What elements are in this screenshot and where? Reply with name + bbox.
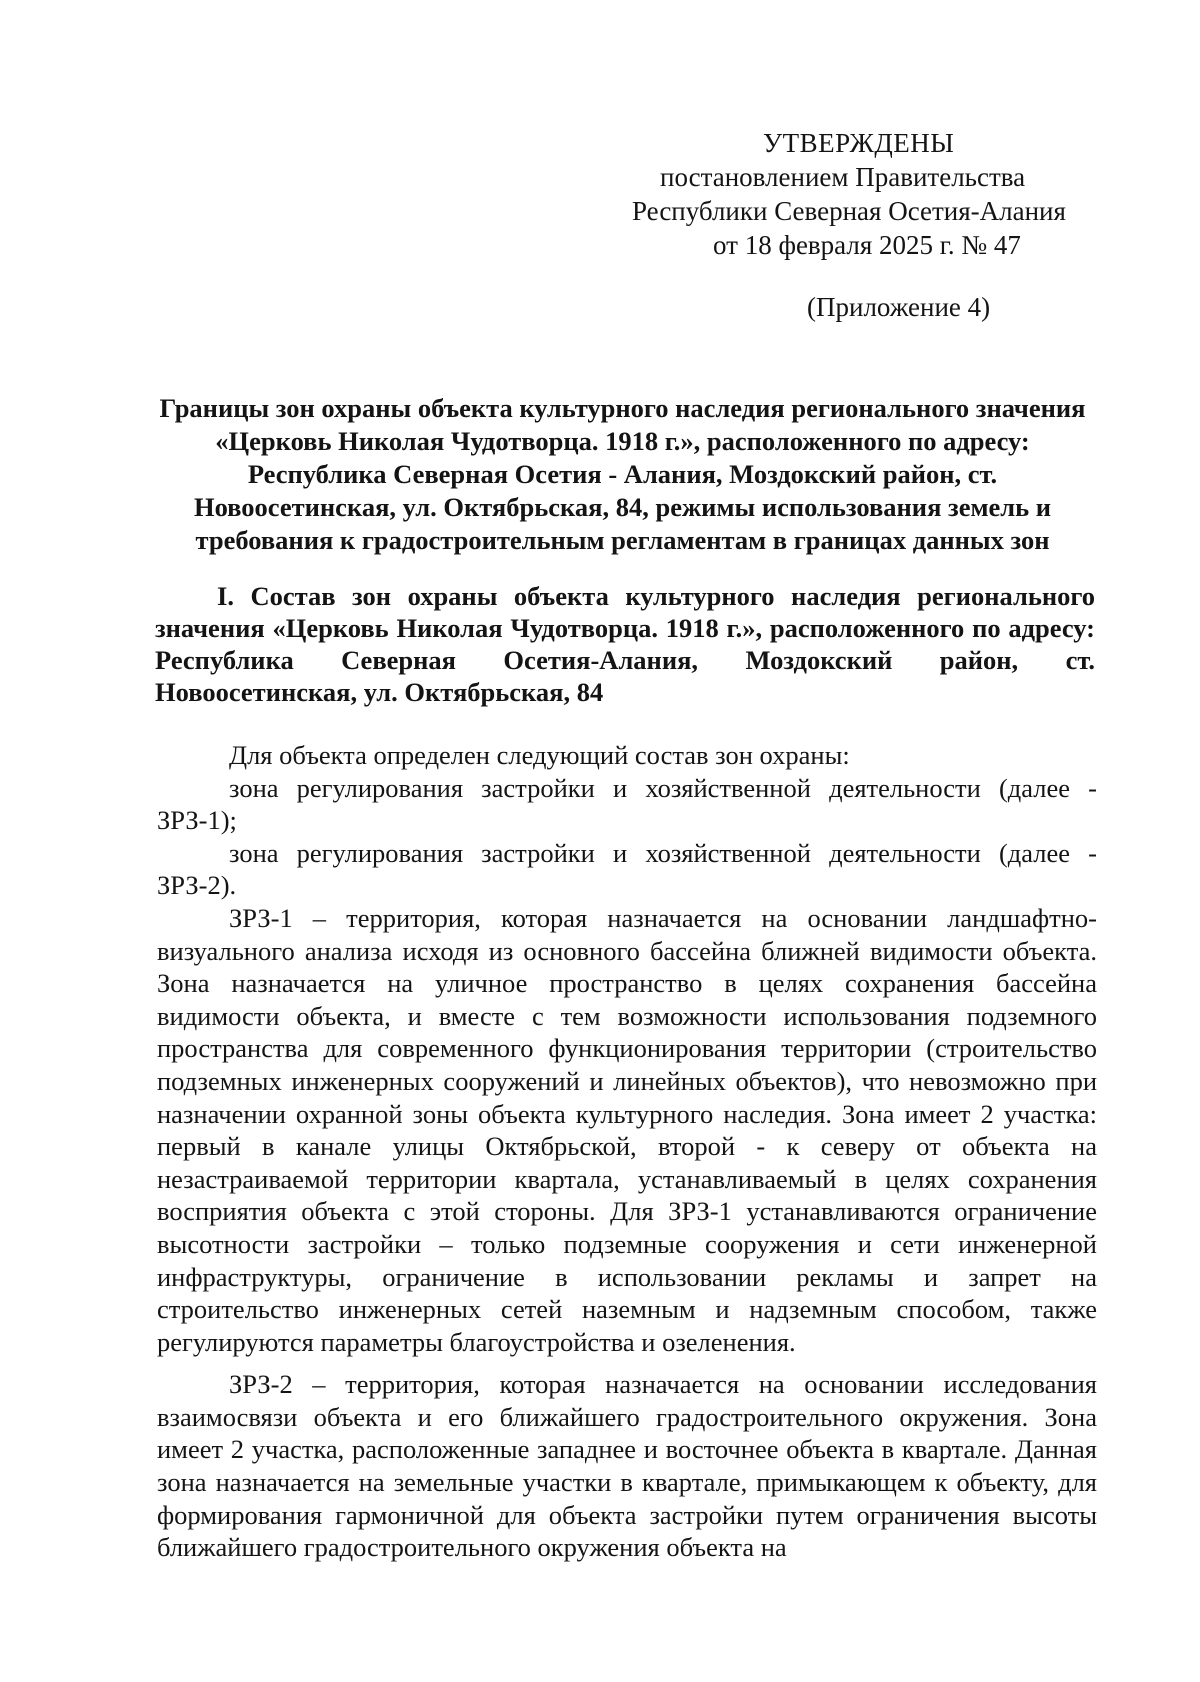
body-text [157,739,1097,1564]
paragraph-zrz2-definition: зона регулирования застройки и хозяйственной деятельности (далее - ЗРЗ-2). [157,837,1097,901]
approval-heading: УТВЕРЖДЕНЫ [763,128,955,158]
section-heading-text: I. Состав зон охраны объекта культурного наследия регионального значения «Церковь Николая Чудотворца. 1918 г.», расположенного по адресу: Республика Северная Осетия-Алания, Моздокский район, ст. Новоосетинская, ул. Октябрьская, 84 [155,581,1095,707]
approval-block [600,126,1100,324]
paragraph-zones-intro: Для объекта определен следующий состав зон охраны: [229,740,850,770]
paragraph-zrz1-definition: зона регулирования застройки и хозяйственной деятельности (далее - ЗРЗ-1); [157,772,1097,836]
appendix-label: (Приложение 4) [807,292,991,322]
paragraph-zrz2-description: ЗРЗ-2 – территория, которая назначается на основании исследования взаимосвязи объекта и его ближайшего градостроительного окружения. Зона имеет 2 участка, расположенные западнее и восточнее объекта в квартале. Данная зона назначается на земельные участки в квартале, примыкающем к объекту, для формирования гармоничной для объекта застройки путем ограничения высоты ближайшего градостроительного окружения объекта на [157,1369,1097,1563]
document-title: Границы зон охраны объекта культурного наследия регионального значения «Церковь Николая Чудотворца. 1918 г.», расположенного по адресу: Республика Северная Осетия - Алания, Моздокский район, ст. Новоосетинская, ул. Октябрьская, 84, режимы использования земель и требования к градостроительным регламентам в границах данных зон [159,393,1086,555]
section-heading [155,580,1095,708]
approval-decree-line: постановлением Правительства [660,162,1026,192]
paragraph-zrz1-description: ЗРЗ-1 – территория, которая назначается на основании ландшафтно-визуального анализа исходя из основного бассейна ближней видимости объекта. Зона назначается на уличное пространство в целях сохранения бассейна видимости объекта, и вместе с тем возможности использования подземного пространства для современного функционирования территории (строительство подземных инженерных сооружений и линейных объектов), что невозможно при назначении охранной зоны объекта культурного наследия. Зона имеет 2 участка: первый в канале улицы Октябрьской, второй - к северу от объекта на незастраиваемой территории квартала, устанавливаемый в целях сохранения восприятия объекта с этой стороны. Для ЗРЗ-1 устанавливаются ограничение высотности застройки – только подземные сооружения и сети инженерной инфраструктуры, ограничение в использовании рекламы и запрет на строительство инженерных сетей наземным и надземным способом, также регулируются параметры благоустройства и озеленения. [157,902,1097,1357]
approval-republic-line: Республики Северная Осетия-Алания [632,196,1066,226]
approval-date-line: от 18 февраля 2025 г. № 47 [713,230,1021,260]
